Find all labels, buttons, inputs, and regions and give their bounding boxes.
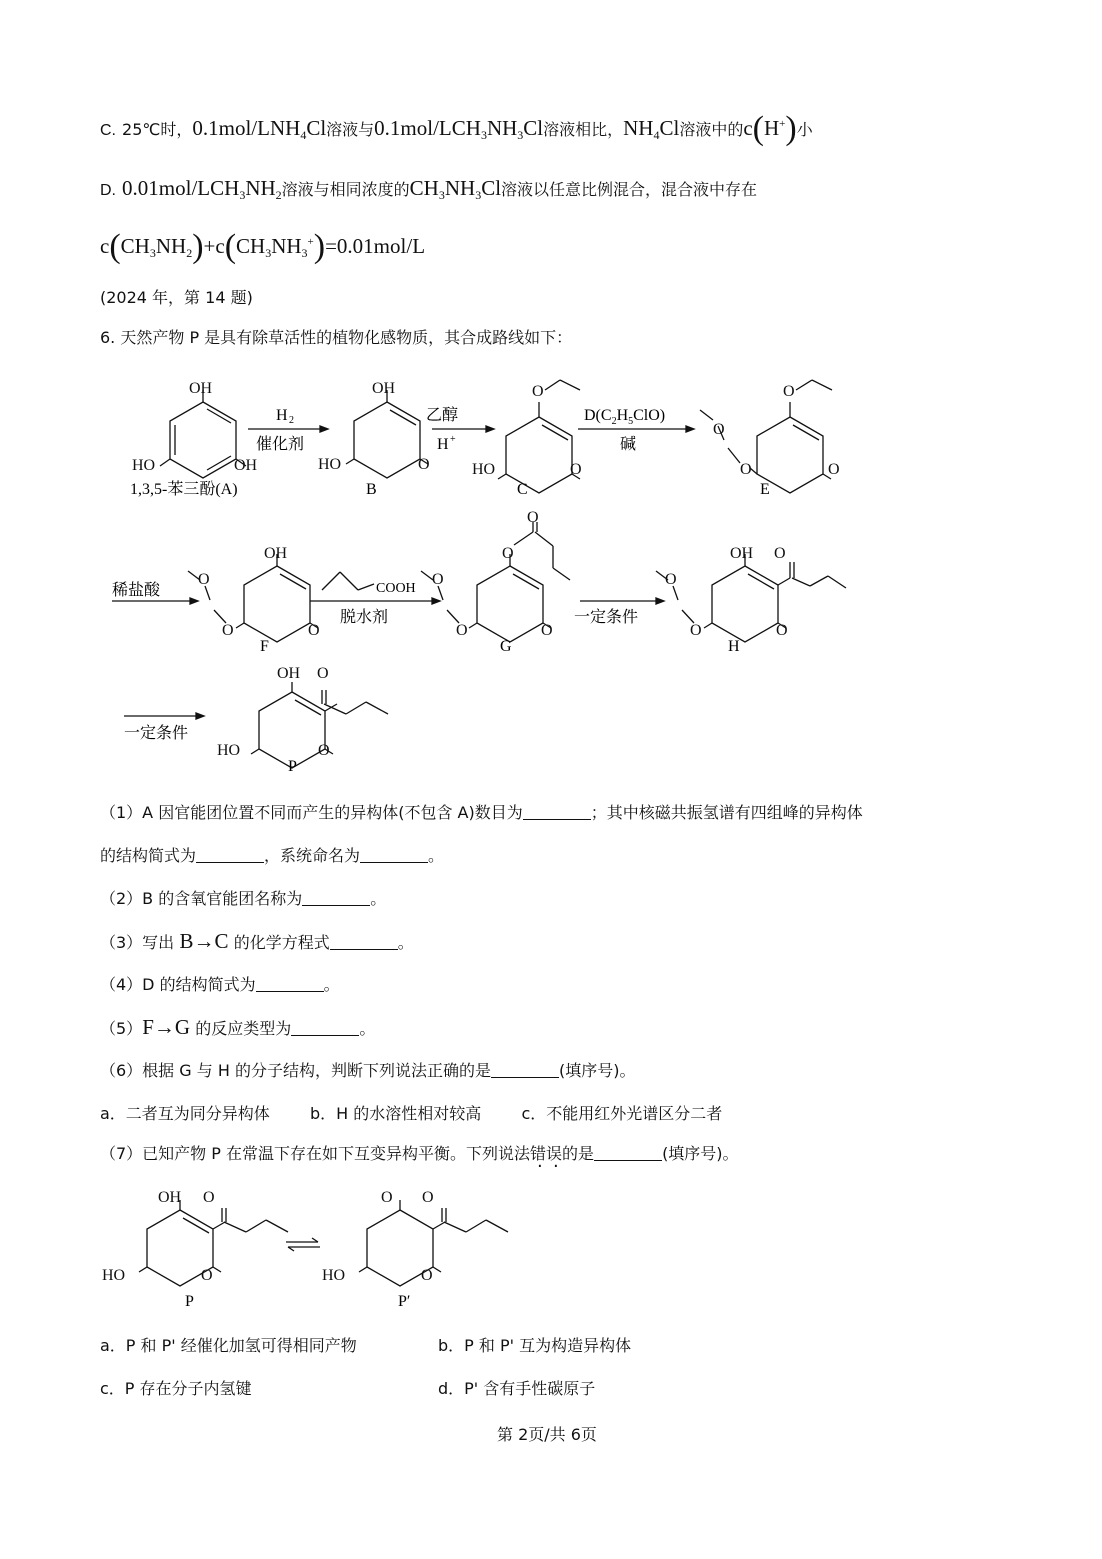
svg-text:HO: HO xyxy=(217,742,241,759)
answer-blank[interactable] xyxy=(523,805,591,820)
reagent-hcl: 稀盐酸 xyxy=(112,580,161,599)
svg-text:O: O xyxy=(203,1189,215,1206)
svg-text:OH: OH xyxy=(234,457,258,474)
svg-text:O: O xyxy=(198,571,210,588)
reagent-ethanol: 乙醇 xyxy=(426,405,459,424)
q6: （6）根据 G 与 H 的分子结构，判断下列说法正确的是 (填序号)。 xyxy=(100,1061,636,1080)
reagent-condition-1: 一定条件 xyxy=(574,607,639,626)
svg-text:OH: OH xyxy=(189,380,213,397)
svg-text:O: O xyxy=(502,545,514,562)
q7: （7）已知产物 P 在常温下存在如下互变异构平衡。下列说法错误的是 (填序号)。 xyxy=(100,1144,739,1163)
q2: （2）B 的含氧官能团名称为 。 xyxy=(100,889,387,908)
label-a: 1,3,5-苯三酚(A) xyxy=(130,481,238,498)
svg-text:OH: OH xyxy=(158,1189,182,1206)
q1: （1）A 因官能团位置不同而产生的异构体(不包含 A)数目为 ；其中核磁共振氢谱有四组峰的异构体 xyxy=(100,803,863,822)
label-p: P xyxy=(288,758,297,775)
q6-option-b: b．H 的水溶性相对较高 xyxy=(310,1104,482,1123)
answer-blank[interactable] xyxy=(302,891,370,906)
q7-options-row2 xyxy=(100,1376,596,1399)
q1-cont: 的结构简式为 ，系统命名为 。 xyxy=(100,846,445,865)
svg-text:O: O xyxy=(527,509,539,526)
svg-text:O: O xyxy=(713,421,725,438)
answer-blank[interactable] xyxy=(594,1146,662,1161)
option-d: D. $0.01mol/LCH_3NH_2$溶液与相同浓度的$CH_3NH_3Cl$溶液以任意比例混合，混合液中存在 xyxy=(100,176,758,202)
svg-text:O: O xyxy=(222,622,234,639)
label-g: G xyxy=(500,638,512,655)
reagent-acid: H xyxy=(437,436,449,453)
q4: （4）D 的结构简式为 。 xyxy=(100,975,340,994)
svg-text:O: O xyxy=(570,461,582,478)
q7-option-d: d．P' 含有手性碳原子 xyxy=(438,1379,596,1398)
reagent-cooh: COOH xyxy=(376,581,416,596)
reagent-catalyst: 催化剂 xyxy=(256,434,305,453)
formula: $0.1mol/LCH_3NH_3Cl$ xyxy=(374,116,544,142)
svg-text:HO: HO xyxy=(472,461,496,478)
answer-blank[interactable] xyxy=(360,848,428,863)
label-f: F xyxy=(260,638,269,655)
q6-option-c: c．不能用红外光谱区分二者 xyxy=(521,1104,723,1123)
svg-text:O: O xyxy=(783,383,795,400)
option-c-temp: 25℃时， xyxy=(122,120,193,139)
synthesis-scheme xyxy=(0,360,1102,800)
svg-text:O: O xyxy=(690,622,702,639)
svg-text:O: O xyxy=(776,622,788,639)
q6-options xyxy=(100,1101,722,1124)
answer-blank[interactable] xyxy=(330,935,398,950)
svg-text:O: O xyxy=(432,571,444,588)
svg-text:HO: HO xyxy=(102,1267,126,1284)
label-b: B xyxy=(366,481,377,498)
svg-text:OH: OH xyxy=(730,545,754,562)
svg-text:O: O xyxy=(774,545,786,562)
svg-text:+: + xyxy=(450,434,456,445)
tautomer-label-p: P xyxy=(185,1293,194,1310)
q7-option-a: a．P 和 P' 经催化加氢可得相同产物 xyxy=(100,1336,357,1355)
q3: （3）写出 B→C 的化学方程式 。 xyxy=(100,929,414,953)
tautomer-label-p-prime: P′ xyxy=(398,1293,411,1310)
reagent-d: $D(C_2H_5ClO)$ xyxy=(584,407,666,427)
svg-text:HO: HO xyxy=(318,456,342,473)
svg-text:O: O xyxy=(532,383,544,400)
svg-text:OH: OH xyxy=(277,665,301,682)
svg-text:O: O xyxy=(308,622,320,639)
svg-text:O: O xyxy=(318,742,330,759)
formula: $0.1mol/LNH_4Cl$ xyxy=(192,116,327,142)
q5: （5）F→G 的反应类型为 。 xyxy=(100,1015,376,1039)
q7-option-b: b．P 和 P' 互为构造异构体 xyxy=(438,1336,632,1355)
svg-text:O: O xyxy=(418,456,430,473)
label-c: C xyxy=(517,481,528,498)
svg-text:O: O xyxy=(317,665,329,682)
source-note: (2024 年，第 14 题) xyxy=(100,288,253,307)
svg-text:HO: HO xyxy=(132,457,156,474)
reagent-base: 碱 xyxy=(620,434,637,453)
answer-blank[interactable] xyxy=(291,1021,359,1036)
question-intro: 6. 天然产物 P 是具有除草活性的植物化感物质，其合成路线如下： xyxy=(100,328,573,347)
svg-text:O: O xyxy=(665,571,677,588)
q7-option-c: c．P 存在分子内氢键 xyxy=(100,1379,252,1398)
svg-text:O: O xyxy=(421,1267,433,1284)
svg-text:OH: OH xyxy=(372,380,396,397)
svg-text:O: O xyxy=(456,622,468,639)
option-c-letter: C. xyxy=(100,122,116,139)
svg-text:HO: HO xyxy=(322,1267,346,1284)
answer-blank[interactable] xyxy=(256,977,324,992)
answer-blank[interactable] xyxy=(196,848,264,863)
svg-text:2: 2 xyxy=(289,415,294,426)
q7-options-row1 xyxy=(100,1333,632,1356)
answer-blank[interactable] xyxy=(491,1063,559,1078)
svg-text:O: O xyxy=(381,1189,393,1206)
svg-text:O: O xyxy=(828,461,840,478)
svg-text:O: O xyxy=(201,1267,213,1284)
tautomer-diagram xyxy=(100,1184,520,1314)
label-e: E xyxy=(760,481,770,498)
svg-text:OH: OH xyxy=(264,545,288,562)
label-h: H xyxy=(728,638,740,655)
reagent-h2: H xyxy=(276,407,288,424)
svg-text:O: O xyxy=(541,622,553,639)
q6-option-a: a．二者互为同分异构体 xyxy=(100,1104,270,1123)
reagent-condition-2: 一定条件 xyxy=(124,723,189,742)
svg-text:O: O xyxy=(422,1189,434,1206)
option-d-equation: $c(CH_3NH_2)+c(CH_3NH_3^+)=0.01mol/L$ xyxy=(100,228,426,265)
option-c: C. 25℃时，$0.1mol/LNH_4Cl$溶液与$0.1mol/LCH_3NH_3Cl$溶液相比，$NH_4Cl$溶液中的c(H+)小 xyxy=(100,110,813,147)
reagent-dehydrant: 脱水剂 xyxy=(340,607,389,626)
page-footer: 第 2页/共 6页 xyxy=(497,1425,597,1444)
svg-text:O: O xyxy=(740,461,752,478)
